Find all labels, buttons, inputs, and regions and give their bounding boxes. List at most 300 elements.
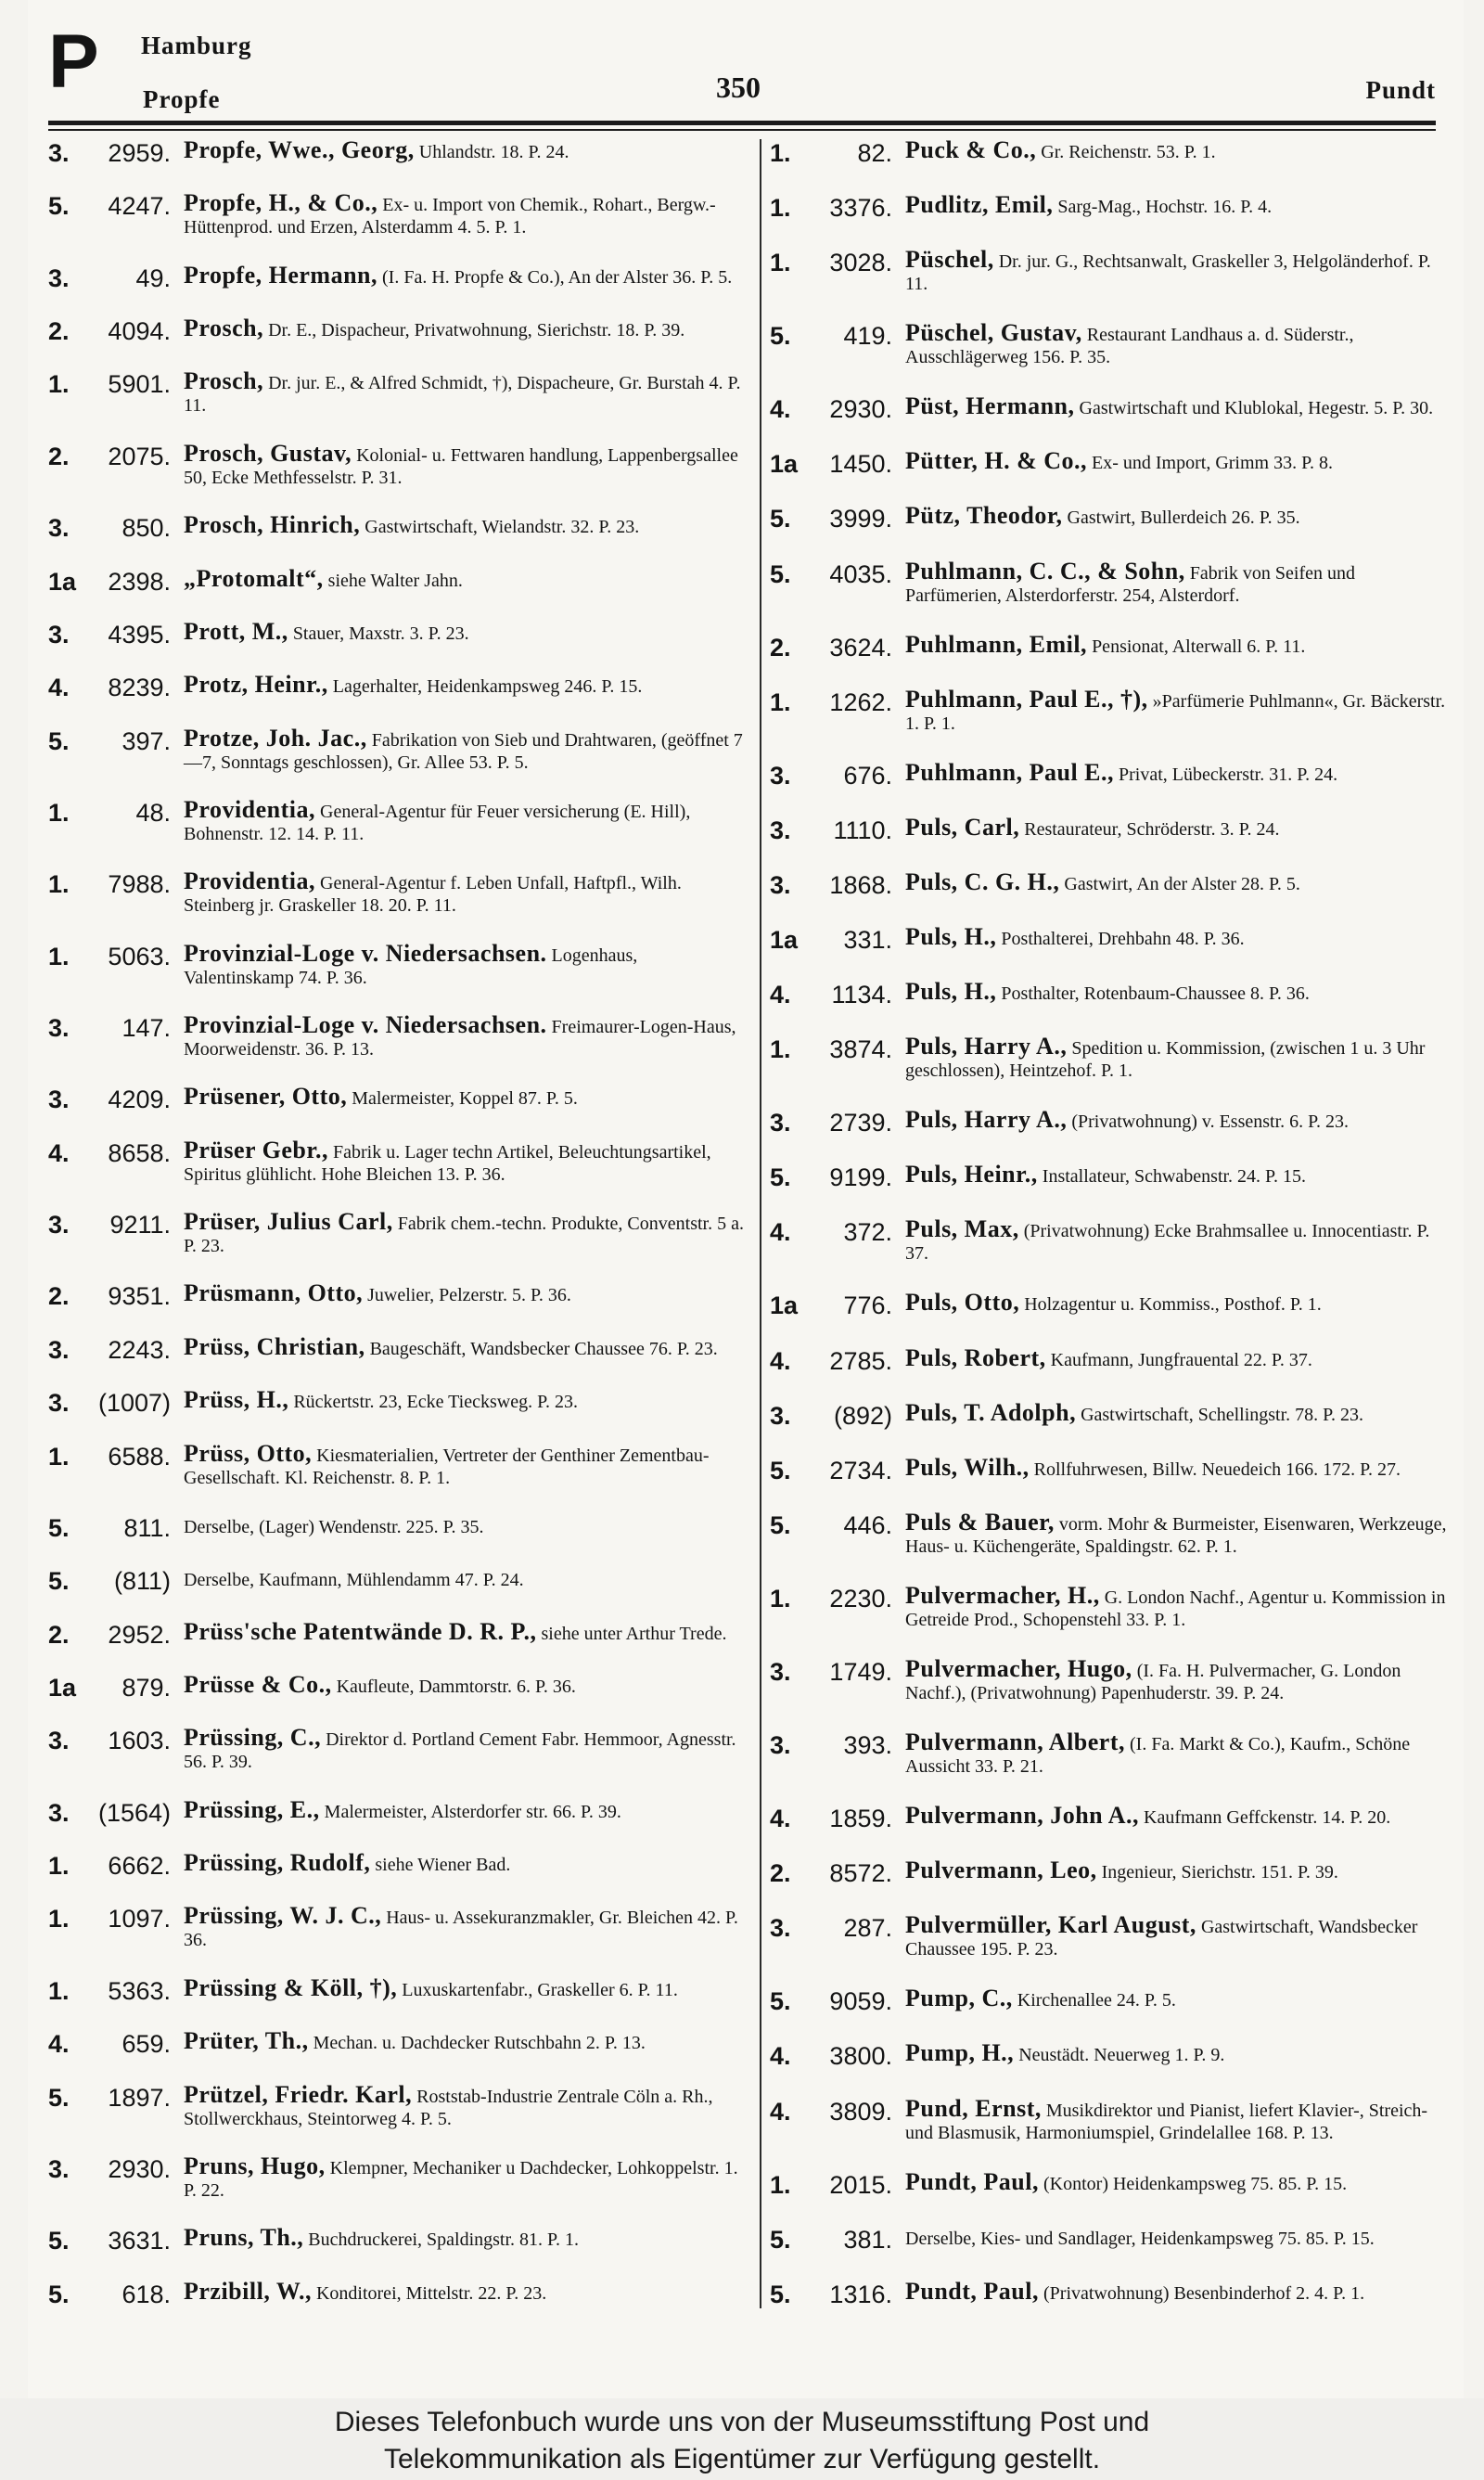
entry-name: Prüser Gebr., — [184, 1136, 328, 1163]
phone-number — [48, 1014, 178, 1042]
exchange-zone: 1. — [770, 687, 791, 716]
entry-details — [178, 1136, 748, 1186]
exchange-zone: 3. — [48, 1727, 70, 1755]
directory-entry — [48, 1902, 748, 1951]
line-number: 1450. — [829, 450, 892, 479]
line-number: (811) — [113, 1567, 171, 1596]
entry-details — [178, 367, 748, 417]
entry-details — [900, 2226, 1447, 2250]
entry-text: Installateur, Schwabenstr. 24. P. 15. — [1042, 1166, 1306, 1188]
phone-number — [48, 1852, 178, 1880]
entry-details — [900, 630, 1447, 658]
line-number: 1134. — [831, 981, 892, 1009]
entry-name: Puls, Harry A., — [905, 1033, 1068, 1060]
entry-name: Prüss, Otto, — [184, 1439, 313, 1467]
directory-entry — [48, 2224, 748, 2255]
entry-details — [900, 1035, 1447, 1082]
entry-details — [178, 1386, 748, 1414]
exchange-zone: 5. — [48, 726, 70, 755]
phone-number — [48, 1086, 178, 1113]
entry-details — [900, 1343, 1447, 1371]
directory-entry — [48, 1279, 748, 1311]
entry-name: Prosch, Hinrich, — [184, 511, 361, 539]
last-entry-name: Pundt — [1365, 76, 1436, 104]
entry-name: Puls, Carl, — [905, 813, 1020, 841]
directory-entry — [770, 867, 1447, 899]
directory-entry — [770, 923, 1447, 955]
entry-name: Prüter, Th., — [184, 2027, 309, 2055]
line-number: 5901. — [108, 370, 171, 399]
directory-entry — [48, 1514, 748, 1542]
entry-details — [178, 939, 748, 989]
entry-name: Puls, T. Adolph, — [905, 1398, 1077, 1426]
exchange-zone: 3. — [48, 514, 70, 543]
exchange-zone: 1a — [770, 450, 799, 479]
entry-name: Prüsener, Otto, — [184, 1083, 348, 1111]
entry-name: „Protomalt“, — [184, 564, 324, 592]
entry-details — [178, 1332, 748, 1360]
exchange-zone: 2. — [48, 1282, 70, 1311]
entry-name: Puhlmann, Emil, — [905, 630, 1088, 658]
phone-number — [48, 2155, 178, 2183]
entry-details — [900, 246, 1447, 295]
directory-entry — [48, 1083, 748, 1114]
entry-details — [900, 1215, 1447, 1265]
directory-entry — [48, 1136, 748, 1186]
exchange-zone: 4. — [770, 2042, 791, 2071]
exchange-zone: 3. — [770, 1914, 791, 1943]
entry-name: Prüssing, Rudolf, — [184, 1849, 371, 1877]
entry-details — [900, 557, 1447, 607]
entry-details — [900, 392, 1447, 420]
entry-text: Kaufmann Geffckenstr. 14. P. 20. — [1144, 1807, 1391, 1829]
phone-number — [770, 2171, 900, 2199]
phone-number — [48, 1977, 178, 2005]
entry-text: (I. Fa. Markt & Co.), Kaufm., Schöne Aussicht 33. P. 21. — [905, 1734, 1411, 1778]
line-number: (1564) — [97, 1798, 171, 1827]
line-number: 9211. — [109, 1211, 171, 1240]
exchange-zone: 1. — [770, 194, 791, 223]
exchange-zone: 2. — [48, 317, 70, 346]
directory-entry — [770, 319, 1447, 368]
exchange-zone: 1a — [770, 926, 799, 955]
entry-details — [900, 319, 1447, 368]
entry-name: Pundt, Paul, — [905, 2277, 1039, 2305]
entry-details — [900, 685, 1447, 735]
line-number: 4209. — [108, 1086, 171, 1114]
exchange-zone: 4. — [48, 674, 70, 702]
directory-entry — [48, 1208, 748, 1257]
entry-text: Posthalterei, Drehbahn 48. P. 36. — [1001, 929, 1245, 950]
directory-entry — [770, 1291, 1447, 1319]
header-rule-thin — [48, 129, 1436, 131]
entry-name: Puls, Robert, — [905, 1343, 1046, 1371]
line-number: 82. — [857, 139, 892, 167]
line-number: (1007) — [97, 1389, 171, 1418]
phone-number — [770, 762, 900, 790]
entry-text: Neustädt. Neuerweg 1. P. 9. — [1018, 2045, 1225, 2066]
phone-number — [770, 1291, 900, 1319]
section-letter: P — [48, 19, 99, 104]
entry-details — [178, 1208, 748, 1257]
entry-details — [900, 1398, 1447, 1426]
line-number: 147. — [122, 1014, 171, 1043]
exchange-zone: 1. — [48, 1442, 70, 1471]
line-number: 393. — [843, 1731, 892, 1760]
exchange-zone: 1. — [48, 1905, 70, 1934]
entry-details — [178, 136, 748, 163]
phone-number — [770, 1914, 900, 1942]
entry-details — [178, 2027, 748, 2055]
entry-text: Rollfuhrwesen, Billw. Neuedeich 166. 172. P. 27. — [1033, 1458, 1401, 1480]
entry-text: Fabrik chem.-techn. Produkte, Conventstr. 5 a. P. 23. — [184, 1214, 744, 1257]
entry-details — [900, 1106, 1447, 1134]
line-number: 4247. — [108, 192, 171, 221]
directory-entry — [48, 317, 748, 345]
exchange-zone: 3. — [48, 1798, 70, 1827]
entry-text: Dr. jur. G., Rechtsanwalt, Graskeller 3, Helgoländerhof. P. 11. — [905, 251, 1431, 295]
entry-details — [900, 1581, 1447, 1631]
entry-text: Juwelier, Pelzerstr. 5. P. 36. — [367, 1285, 571, 1306]
entry-name: Prosch, — [184, 315, 264, 342]
entry-name: Prüss, Christian, — [184, 1332, 365, 1360]
entry-details — [900, 867, 1447, 895]
entry-details — [178, 439, 748, 489]
line-number: 2734. — [829, 1456, 892, 1484]
line-number: 1859. — [829, 1805, 892, 1833]
phone-number — [770, 2226, 900, 2254]
directory-entry — [770, 136, 1447, 167]
entry-details — [178, 1567, 748, 1591]
entry-details — [178, 189, 748, 238]
entry-text: Logenhaus, Valentinskamp 74. P. 36. — [184, 944, 638, 988]
directory-entry — [770, 758, 1447, 790]
line-number: 659. — [122, 2030, 171, 2059]
directory-entry — [48, 617, 748, 649]
entry-details — [178, 1279, 748, 1307]
entry-details — [900, 1291, 1447, 1316]
entry-details — [900, 191, 1447, 219]
phone-number — [770, 816, 900, 844]
phone-number — [48, 317, 178, 345]
directory-entry — [48, 1011, 748, 1060]
line-number: 7988. — [108, 870, 171, 899]
directory-entry — [770, 685, 1447, 735]
entry-text: »Parfümerie Puhlmann«, Gr. Bäckerstr. 1. P. 1. — [905, 690, 1446, 734]
entry-details — [900, 1987, 1447, 2011]
phone-number — [48, 621, 178, 649]
phone-number — [770, 871, 900, 899]
line-number: 3631. — [108, 2227, 171, 2255]
exchange-zone: 1. — [770, 1584, 791, 1613]
exchange-zone: 5. — [770, 505, 791, 533]
line-number: 3800. — [829, 2042, 892, 2071]
exchange-zone: 2. — [48, 1620, 70, 1649]
entry-name: Prüssing, C., — [184, 1724, 322, 1752]
phone-number — [48, 1211, 178, 1239]
entry-text: General-Agentur f. Leben Unfall, Haftpfl., Wilh. Steinberg jr. Graskeller 18. 20. P. 11. — [184, 873, 682, 917]
entry-name: Protze, Joh. Jac., — [184, 724, 367, 752]
phone-number — [48, 943, 178, 970]
entry-details — [900, 2277, 1447, 2305]
directory-entry — [770, 1163, 1447, 1191]
phone-number — [770, 450, 900, 478]
entry-text: (Privatwohnung) Ecke Brahmsallee u. Innocentiastr. P. 37. — [905, 1221, 1430, 1265]
entry-details — [178, 2152, 748, 2202]
footer-note — [0, 2398, 1484, 2480]
line-number: 1868. — [829, 870, 892, 899]
directory-entry — [48, 1670, 748, 1702]
column-divider — [760, 139, 761, 2308]
exchange-zone: 5. — [48, 2227, 70, 2255]
exchange-zone: 3. — [770, 761, 791, 790]
entry-text: Stauer, Maxstr. 3. P. 23. — [292, 623, 469, 644]
directory-entry — [770, 246, 1447, 295]
exchange-zone: 3. — [770, 1401, 791, 1430]
directory-entry — [770, 1859, 1447, 1887]
line-number: 1316. — [829, 2280, 892, 2308]
entry-text: siehe unter Arthur Trede. — [541, 1623, 727, 1644]
phone-number — [770, 1987, 900, 2015]
line-number: 2230. — [829, 1584, 892, 1613]
phone-number — [48, 370, 178, 398]
entry-details — [900, 1508, 1447, 1558]
exchange-zone: 1. — [770, 139, 791, 167]
phone-number — [48, 139, 178, 167]
exchange-zone: 3. — [770, 870, 791, 899]
entry-text: Derselbe, Kaufmann, Mühlendamm 47. P. 24. — [184, 1570, 524, 1591]
entry-name: Püschel, Gustav, — [905, 319, 1082, 347]
entry-details — [178, 2224, 748, 2252]
directory-entry — [48, 1973, 748, 2005]
line-number: 3376. — [829, 194, 892, 223]
directory-entry — [770, 2226, 1447, 2254]
entry-name: Püschel, — [905, 246, 994, 274]
directory-entry — [770, 1911, 1447, 1960]
directory-entry — [770, 630, 1447, 662]
entry-details — [178, 795, 748, 845]
directory-entry — [48, 1795, 748, 1827]
line-number: 2015. — [829, 2170, 892, 2199]
entry-text: Kirchenallee 24. P. 5. — [1017, 1990, 1176, 2011]
entry-text: (Privatwohnung) v. Essenstr. 6. P. 23. — [1071, 1112, 1350, 1133]
entry-name: Püst, Hermann, — [905, 392, 1075, 420]
entry-details — [178, 1011, 748, 1060]
entry-name: Pump, C., — [905, 1985, 1013, 2012]
entry-text: Dr. jur. E., & Alfred Schmidt, †), Dispacheure, Gr. Burstah 4. P. 11. — [184, 373, 741, 417]
entry-details — [900, 2039, 1447, 2067]
entry-name: Prüssing, W. J. C., — [184, 1902, 382, 1930]
entry-details — [900, 813, 1447, 841]
entry-details — [178, 2277, 748, 2305]
entry-text: (I. Fa. H. Pulvermacher, G. London Nachf.), (Privatwohnung) Papenhuderstr. 39. P. 24. — [905, 1660, 1401, 1703]
line-number: 2785. — [829, 1346, 892, 1375]
directory-entry — [48, 189, 748, 238]
line-number: 5363. — [108, 1976, 171, 2005]
city-name: Hamburg — [141, 32, 252, 59]
line-number: 372. — [843, 1218, 892, 1247]
entry-details — [900, 502, 1447, 530]
entry-name: Puls, Heinr., — [905, 1161, 1038, 1189]
phone-number — [770, 634, 900, 662]
entry-name: Prosch, — [184, 367, 264, 395]
entry-details — [178, 1849, 748, 1877]
line-number: 8572. — [829, 1859, 892, 1888]
line-number: 4094. — [108, 317, 171, 346]
exchange-zone: 4. — [770, 1218, 791, 1247]
entry-text: Kolonial- u. Fettwaren handlung, Lappenbergsallee 50, Ecke Methfesselstr. P. 31. — [184, 444, 738, 488]
entry-text: Gastwirtschaft, Schellingstr. 78. P. 23. — [1081, 1404, 1364, 1425]
entry-name: Pulvermann, Leo, — [905, 1857, 1097, 1884]
directory-entry — [48, 1567, 748, 1595]
entry-name: Protz, Heinr., — [184, 671, 328, 699]
entry-text: Buchdruckerei, Spaldingstr. 81. P. 1. — [308, 2229, 579, 2251]
directory-entry — [770, 2039, 1447, 2071]
phone-number — [770, 1035, 900, 1063]
exchange-zone: 4. — [770, 2097, 791, 2126]
phone-number — [48, 799, 178, 827]
phone-number — [770, 395, 900, 423]
phone-number — [770, 1457, 900, 1484]
phone-number — [770, 1805, 900, 1832]
entry-name: Puhlmann, Paul E., †), — [905, 685, 1148, 713]
entry-text: Derselbe, Kies- und Sandlager, Heidenkampsweg 75. 85. P. 15. — [905, 2228, 1375, 2249]
entry-details — [178, 1902, 748, 1951]
entry-name: Prosch, Gustav, — [184, 439, 352, 467]
entry-details — [178, 1514, 748, 1538]
entry-text: Ex- u. Import von Chemik., Rohart., Bergw.-Hüttenprod. und Erzen, Alsterdamm 4. 5. P. 1. — [184, 195, 716, 238]
directory-entry — [770, 1453, 1447, 1484]
line-number: 6662. — [108, 1852, 171, 1881]
entry-text: Gastwirtschaft, Wielandstr. 32. P. 23. — [365, 517, 640, 538]
line-number: 2930. — [108, 2154, 171, 2183]
line-number: 2739. — [829, 1109, 892, 1137]
exchange-zone: 5. — [770, 2280, 791, 2308]
line-number: 287. — [843, 1914, 892, 1943]
directory-entry — [770, 2094, 1447, 2144]
phone-number — [770, 560, 900, 588]
entry-name: Puls, Max, — [905, 1215, 1019, 1243]
entry-name: Providentia, — [184, 867, 316, 895]
line-number: 2959. — [108, 139, 171, 167]
entry-text: Kaufleute, Dammtorstr. 6. P. 36. — [336, 1676, 576, 1697]
entry-name: Puls, C. G. H., — [905, 867, 1060, 895]
line-number: 3028. — [829, 249, 892, 277]
entry-details — [178, 617, 748, 645]
exchange-zone: 1. — [48, 870, 70, 899]
directory-entry — [770, 1035, 1447, 1082]
entry-text: vorm. Mohr & Burmeister, Eisenwaren, Werkzeuge, Haus- u. Küchengeräte, Spaldingstr. 62. P. 1. — [905, 1513, 1447, 1557]
entry-details — [178, 564, 748, 592]
entry-text: Posthalter, Rotenbaum-Chaussee 8. P. 36. — [1001, 983, 1310, 1005]
line-number: 3809. — [829, 2097, 892, 2126]
phone-number — [48, 264, 178, 292]
entry-details — [900, 1859, 1447, 1883]
entry-name: Prott, M., — [184, 617, 288, 645]
line-number: 811. — [123, 1513, 171, 1542]
phone-number — [48, 870, 178, 898]
exchange-zone: 5. — [770, 322, 791, 351]
entry-details — [900, 447, 1447, 475]
entry-details — [178, 1724, 748, 1773]
entry-text: Roststab-Industrie Zentrale Cöln a. Rh., Stollwerckhaus, Steintorweg 4. P. 5. — [184, 2086, 713, 2129]
entry-text: Luxuskartenfabr., Graskeller 6. P. 11. — [402, 1979, 678, 2000]
directory-entry — [48, 2277, 748, 2308]
entry-name: Puls, Wilh., — [905, 1453, 1030, 1481]
line-number: 6588. — [108, 1442, 171, 1471]
line-number: 419. — [843, 322, 892, 351]
exchange-zone: 4. — [48, 2030, 70, 2059]
line-number: 850. — [122, 514, 171, 543]
page-number: 350 — [716, 71, 761, 104]
phone-number — [770, 688, 900, 716]
line-number: (892) — [833, 1401, 892, 1430]
exchange-zone: 3. — [48, 1389, 70, 1418]
line-number: 776. — [843, 1291, 892, 1320]
line-number: 879. — [122, 1673, 171, 1702]
entry-name: Prüsse & Co., — [184, 1670, 332, 1698]
directory-entry — [48, 367, 748, 417]
phone-number — [48, 1336, 178, 1364]
exchange-zone: 1. — [770, 2170, 791, 2199]
entry-name: Pruns, Hugo, — [184, 2152, 326, 2179]
exchange-zone: 3. — [48, 2154, 70, 2183]
entry-name: Pütz, Theodor, — [905, 502, 1063, 530]
phone-number — [48, 2030, 178, 2058]
line-number: 2398. — [108, 567, 171, 596]
exchange-zone: 1. — [48, 798, 70, 827]
entry-details — [900, 923, 1447, 951]
footer-line-2: Telekommunikation als Eigentümer zur Verfügung gestellt. — [383, 2444, 1101, 2474]
entry-details — [178, 867, 748, 917]
entry-details — [178, 1670, 748, 1698]
exchange-zone: 1a — [48, 1673, 77, 1702]
phone-number — [48, 2227, 178, 2255]
directory-page — [28, 0, 1464, 2398]
directory-entry — [48, 2152, 748, 2202]
exchange-zone: 5. — [770, 1987, 791, 2016]
line-number: 4395. — [108, 620, 171, 649]
line-number: 8239. — [108, 674, 171, 702]
exchange-zone: 3. — [48, 620, 70, 649]
entry-text: Gr. Reichenstr. 53. P. 1. — [1041, 142, 1216, 162]
entry-name: Prüser, Julius Carl, — [184, 1208, 393, 1236]
phone-number — [48, 1905, 178, 1933]
line-number: 3999. — [829, 505, 892, 533]
entry-name: Puls, H., — [905, 923, 997, 951]
phone-number — [48, 1567, 178, 1595]
directory-entry — [770, 1654, 1447, 1704]
entry-name: Puls, Harry A., — [905, 1106, 1068, 1134]
exchange-zone: 4. — [48, 1138, 70, 1167]
entry-details — [900, 2167, 1447, 2195]
entry-text: Derselbe, (Lager) Wendenstr. 225. P. 35. — [184, 1516, 484, 1537]
directory-entry — [48, 1617, 748, 1649]
phone-number — [48, 1139, 178, 1167]
line-number: 5063. — [108, 942, 171, 970]
entry-text: Malermeister, Alsterdorfer str. 66. P. 39. — [324, 1801, 621, 1822]
exchange-zone: 4. — [770, 395, 791, 424]
directory-entry — [770, 1215, 1447, 1265]
line-number: 397. — [122, 726, 171, 755]
directory-entry — [48, 724, 748, 774]
directory-entry — [770, 392, 1447, 424]
directory-entry — [48, 136, 748, 167]
entry-text: Privat, Lübeckerstr. 31. P. 24. — [1119, 764, 1338, 785]
entry-name: Puck & Co., — [905, 136, 1037, 163]
phone-number — [48, 2281, 178, 2308]
entry-name: Pulvermacher, H., — [905, 1581, 1100, 1609]
